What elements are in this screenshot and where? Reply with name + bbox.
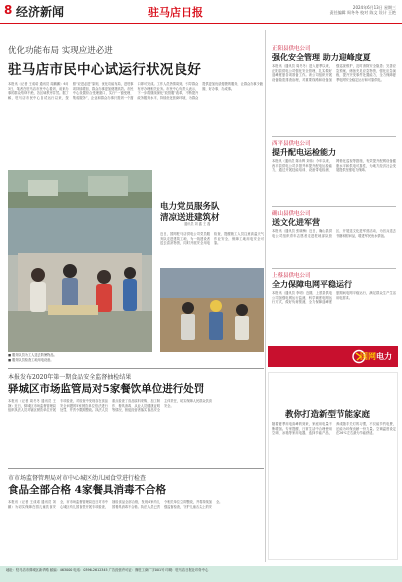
bottom-title: 食品全部合格 4家餐具消毒不合格 — [8, 484, 166, 496]
page-header — [0, 0, 402, 24]
main-article-title: 驻马店市民中心试运行状况良好 — [8, 62, 202, 78]
bottom-rule — [8, 468, 264, 469]
right3-body: 本报讯（通讯员 张晓梅）近日，确山县供电公司组织青年志愿者走进驻地部队营区，开展送文化进军营活动，为官兵送去书籍和慰问品，增进军民鱼水情谊。 — [272, 229, 396, 238]
mid-subtitle: 本报发布2020年第一期食品安全监督抽检结果 — [8, 374, 132, 381]
photo-power-team — [8, 205, 152, 352]
column-divider — [265, 30, 266, 370]
date-line-1: 2024年6月13日 星期三 — [352, 5, 396, 10]
photo-caption-2: ■ 服务队员检查工地用电设备。 — [8, 358, 54, 362]
right5-body: 随着夏季用电高峰的到来，家庭用电量不断增加。专家提醒，日常生活中合理使用空调、冰箱等家用电器，选择节能产品，养成随手关灯的习惯，不仅能节约电费，还能为环保贡献一份力量。空调温度设定在26℃左右最为节能舒适。 — [272, 422, 396, 436]
page-footer: 地址：驻马店市驿城区新华路 邮编：463000 电话：0396-2612345 广告经营许可证：豫驻工商广字001号 印刷：驻马店日报社印务中心 — [0, 566, 402, 582]
section-name: 经济新闻 — [16, 5, 65, 19]
main-article-body: 本报讯（记者 王成诺 通讯员 周鹏鹏）6月3日，笔者在驻马店市民中心看到，前来办事的群众络绎不绝，各区域秩序井然。据了解，驻马店市民中心自试运行以来，按照“应进必进”原则，优化功能布局，进驻事项持续增加，群众办事更加便捷高效。市民中心设置综合受理窗口，实行“一窗受理、集成服务”，企业和群众办事只需到一个窗口即可完成。工作人员热情周到，引导群众有序办理相关业务。市民中心负责人表示，下一步将继续深化“放管服”改革，不断提升政务服务水平，持续优化营商环境，为群众提供更加优质便捷的服务，让群众办事少跑腿、好办事、办成事。 — [8, 82, 263, 100]
page-number: 8 — [4, 3, 13, 17]
date-line-2: 责任编辑 周冬冬 校对 陈文 设计 王艳 — [329, 10, 396, 15]
photo-top-strip — [8, 170, 152, 208]
right3-org: 确山县供电公司 — [272, 211, 311, 217]
mid-rule — [8, 368, 264, 369]
photo-block-title-1: 电力党员服务队 — [160, 202, 220, 212]
power-ad-banner — [268, 346, 398, 367]
right3-title: 送文化进军营 — [272, 217, 320, 227]
right1-title: 强化安全管理 助力迎峰度夏 — [272, 52, 371, 62]
bottom-body: 本报讯（记者 王成诺 通讯员 刘鹏）为切实保障在园儿童饮食安全，市市场监督管理局近日对市中心城区幼儿园食堂开展专项检查，抽检食品全部合格，发现4家幼儿园餐具消毒不合格。执法人员已责令相关单位立即整改，并将持续加强监督检查，守护儿童舌尖上的安全。 — [8, 500, 223, 509]
date-line — [330, 5, 396, 15]
right2-title: 提升配电运检能力 — [272, 147, 336, 157]
ad-text — [360, 351, 392, 362]
mid-title: 驿城区市场监管局对5家餐饮单位进行处罚 — [8, 383, 205, 395]
ad-text-b: 电力 — [376, 352, 392, 361]
right1-org: 正阳县供电公司 — [272, 46, 311, 52]
photo-caption-1: ■ 服务队员为工人送去防暑物品。 — [8, 353, 57, 357]
photo-site-inspection — [160, 268, 264, 352]
main-article-subtitle: 优化功能布局 实现应进必进 — [8, 46, 113, 56]
right4-title: 全力保障电网平稳运行 — [272, 279, 352, 289]
right1-body: 本报讯（通讯员 周冬冬）进入夏季以来，正阳县供电公司强化安全管理，扎实做好迎峰度夏各项准备工作。该公司组织开展设备隐患排查治理，对重要线路和设备加强巡视维护，及时消除安全隐患；完善应急预案，储备充足应急物资，强化应急演练，提升突发事件处置能力，全力保障夏季电网安全稳定运行和可靠供电。 — [272, 64, 396, 82]
photo-block-body: 近日，国网驻马店供电公司党员服务队走进建筑工地，为一线建设者送去清凉物资，同时开展安全用电检查，提醒施工人员注意高温天气作业安全，保障工地用电安全可靠。 — [160, 232, 264, 246]
mid-body: 本报讯（记者 周冬冬 通讯员 王静）近日，驿城区市场监督管理局组织执法人员对辖区餐饮单位开展专项检查，对检查中发现存在食品安全问题的5家餐饮单位依法进行处罚，并责令限期整改。执法人员重点检查了食品原料采购、加工制作、餐具消毒、从业人员健康证明等情况，督促经营者落实食品安全主体责任，切实保障人民群众饮食安全。 — [8, 399, 212, 413]
right-rule-1 — [272, 136, 396, 137]
newspaper-logo: 驻马店日报 — [148, 6, 203, 19]
right4-org: 上蔡县供电公司 — [272, 273, 311, 279]
right2-org: 西平县供电公司 — [272, 141, 311, 147]
right-rule-2 — [272, 206, 396, 207]
photo-block-title-2: 清凉送进建筑材 — [160, 213, 220, 223]
ad-text-a: 国网 — [360, 352, 376, 361]
right-rule-3 — [272, 268, 396, 269]
bottom-subtitle: 市市场监督管理局对市中心城区幼儿园食堂进行检查 — [8, 475, 147, 482]
right5-title: 教你打造新型节能家庭 — [285, 410, 371, 420]
right4-body: 本报讯（通讯员 李明）近期，上蔡县供电公司加强电网运行监测，科学调度电网运行方式，做好负荷预测，全力保障迎峰度夏期间电网平稳运行，满足群众生产生活用电需求。 — [272, 291, 396, 305]
right2-body: 本报讯（通讯员 陈永辉 刘伟）今年以来，西平县供电公司多措并举提升配电运检能力，通过开展技能培训、设备带电检测、网格化巡视等措施，有效提升配网设备健康水平和供电可靠性，为地方经济社会发展提供坚强电力保障。 — [272, 159, 396, 173]
column-divider-2 — [265, 370, 266, 562]
photo-block-byline: 通讯员 刘 鑫 王 磊 — [184, 222, 211, 226]
